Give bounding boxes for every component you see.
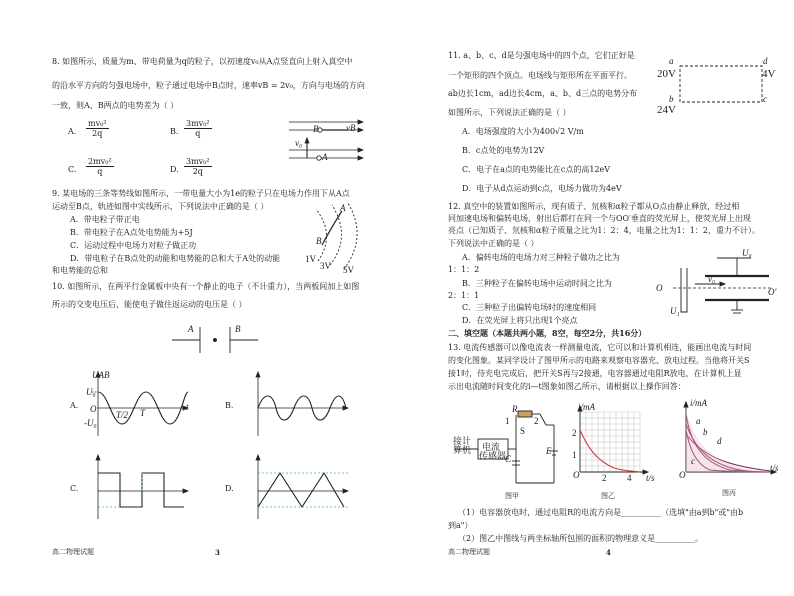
right-footer-page: 4	[606, 548, 611, 557]
q13-sub2: （2）图乙中图线与两坐标轴所包围的面积的物理意义是__________。	[458, 534, 704, 543]
q13-graph-bing-origin: O	[679, 470, 686, 480]
q8-option-b: $\frac{\text{3mv₀²}}{q}$	[186, 119, 210, 138]
q10-graph-ylabel: UAB	[92, 370, 110, 380]
q12-option-b-cont: 2：1：1	[448, 291, 480, 300]
q11-fig-d: d	[763, 56, 768, 66]
q9-option-c: C．运动过程中电场力对粒子做正功	[70, 241, 197, 250]
q10-plates-figure	[170, 325, 260, 355]
q13-graph-yi-xlabel: t/s	[646, 473, 655, 483]
q13-fig-2: 2	[534, 416, 539, 426]
q13-fig-sensor-2: 传感器	[479, 451, 507, 461]
q10-line1: 10. 如图所示，在两平行金属板中央有一个静止的电子（不计重力），当两板间加上如图	[52, 282, 360, 291]
q13-graph-bing-b: b	[703, 427, 708, 437]
q12-fig-o: O	[656, 283, 663, 293]
q8-option-d: $\frac{\text{3mv₀²}}{2q}$	[186, 157, 210, 176]
q13-line2: 的变化图象。某同学设计了图甲所示的电路来观察电容器充、放电过程。当他将开关S	[448, 356, 750, 365]
q11-option-b: B．c点处的电势为12V	[462, 146, 545, 155]
q13-fig-e: E	[546, 446, 552, 456]
q8-line2: 的沿水平方向的匀强电场中，粒子通过电场中B点时，速率vB = 2v₀，方向与电场的方向	[52, 81, 365, 90]
q13-graph-bing-ylabel: i/mA	[690, 398, 707, 408]
q12-option-c: C．三种粒子出偏转电场时的速度相同	[462, 303, 597, 312]
q11-line2: 一个矩形的四个顶点。电场线与矩形所在平面平行。	[448, 71, 632, 80]
q12-fig-v0: v₀	[708, 274, 716, 284]
q13-graph-bing	[680, 400, 780, 480]
q8-option-d-label: D.	[170, 165, 179, 174]
q11-fig-b: b	[669, 94, 674, 104]
q12-line2: 同加速电场和偏转电场，射出后都打在同一个与OO′垂直的荧光屏上，使荧光屏上出现	[448, 214, 751, 223]
q10-graph-t-half: T/2	[116, 410, 129, 420]
q8-fig-a: A	[322, 152, 328, 162]
q8-option-c-label: C.	[68, 165, 77, 174]
q9-line2: 运动至B点，轨迹如图中实线所示，下列说法中正确的是（ ）	[52, 202, 269, 211]
q13-fig-s: S	[520, 426, 526, 436]
q10-graph-t-axis: t	[186, 402, 189, 412]
q11-line4: 如图所示，下列说法正确的是（ ）	[448, 108, 571, 117]
q13-graph-yi-x4: 4	[627, 473, 632, 483]
q13-graph-yi-y1: 1	[572, 450, 577, 460]
q11-option-c: C．电子在a点的电势能比在c点的高12eV	[462, 165, 611, 174]
left-footer-page: 3	[215, 548, 220, 557]
q11-line3: ab边长1cm，ad边长4cm，a、b、d三点的电势分布	[448, 89, 638, 98]
q13-line4: 示出电流随时间变化的i—t图象如图乙所示，请根据以上操作回答：	[448, 382, 686, 391]
q11-fig-4v: 4V	[762, 68, 776, 80]
q13-caption-yi: 图乙	[601, 492, 615, 500]
q8-line3: 一致，则A、B两点的电势差为（ ）	[52, 101, 179, 110]
left-footer-subject: 高二物理试题	[52, 548, 94, 556]
section-fill-in-title: 二、填空题（本题共两小题，8空，每空2分，共16分）	[448, 328, 647, 338]
q8-line1: 8. 如图所示，质量为m、带电荷量为q的粒子，以初速度v₀从A点竖直向上射入真空中	[52, 57, 353, 66]
q9-option-a: A．带电粒子带正电	[70, 215, 140, 224]
q13-graph-yi-y2: 2	[572, 428, 577, 438]
q13-graph-bing-c: c	[691, 456, 695, 466]
q13-line3: 接1时，待充电完成后，把开关S再与2接通，电容器通过电阻R放电，在计算机上显	[448, 369, 742, 378]
q13-graph-yi-x2: 2	[602, 473, 607, 483]
q10-graph-neg-u0: -U₀	[84, 418, 97, 428]
q13-fig-sensor-1: 电流	[482, 442, 501, 452]
q11-fig-c: c	[763, 94, 767, 104]
q13-graph-yi-ylabel: i/mA	[578, 402, 595, 412]
q9-line1: 9. 某电场的三条等势线如图所示，一带电量大小为1e的粒子只在电场力作用下从A点	[52, 189, 350, 198]
q13-fig-1: 1	[505, 416, 510, 426]
q13-sub1-cont: 到a"）	[448, 521, 473, 530]
q9-fig-b: B	[316, 236, 322, 246]
q13-graph-yi	[574, 404, 654, 484]
q9-option-d: D．带电粒子在B点处的动能和电势能的总和大于A处的动能	[70, 254, 281, 263]
q10-graph-origin: O	[90, 404, 97, 414]
q11-fig-24v: 24V	[657, 104, 676, 116]
q8-option-a: $\frac{\text{mv₀²}}{2q}$	[88, 119, 107, 138]
q9-fig-a: A	[340, 203, 346, 213]
q8-fig-v0: v₀	[295, 138, 303, 148]
q10-option-d: D.	[225, 484, 234, 493]
q13-fig-c: C	[505, 454, 512, 464]
q13-graph-bing-xlabel: t/s	[770, 463, 779, 473]
q12-option-d: D．在荧光屏上将只出现1个亮点	[462, 316, 578, 325]
q9-option-b: B．带电粒子在A点处电势能为+5J	[70, 228, 193, 237]
q12-fig-o-prime: O′	[768, 287, 777, 297]
right-footer-subject: 高二物理试题	[448, 548, 490, 556]
q12-apparatus-figure	[665, 250, 775, 320]
q12-option-a: A．偏转电场的电场力对三种粒子做功之比为	[462, 253, 620, 262]
q10-option-c: C.	[70, 484, 79, 493]
q13-fig-r: R	[512, 404, 518, 414]
q8-fig-b: B	[313, 124, 319, 134]
q11-fig-20v: 20V	[657, 68, 676, 80]
q12-fig-u0: U₀	[742, 248, 752, 258]
q10-graph-d	[248, 455, 358, 525]
q10-graph-b	[248, 372, 358, 442]
q10-graph-t-period: T	[140, 408, 146, 418]
q12-line1: 12. 真空中的装置如图所示，现有质子、氘核和α粒子都从O点由静止释放，经过相	[448, 202, 740, 211]
q12-option-b: B．三种粒子在偏转电场中运动时间之比为	[462, 279, 612, 288]
q11-fig-a: a	[669, 56, 674, 66]
q12-line3: 亮点（已知质子、氘核和α粒子质量之比为1：2：4，电量之比为1：1：2，重力不计）。	[448, 226, 760, 235]
q10-line2: 所示的交变电压后，能使电子做往返运动的电压是（ ）	[52, 300, 247, 309]
q12-option-a-cont: 1：1：2	[448, 265, 480, 274]
q8-option-b-label: B.	[170, 127, 179, 136]
q10-option-b: B.	[225, 401, 234, 410]
q11-line1: 11. a、b、c、d是匀强电场中的四个点，它们正好是	[448, 51, 635, 60]
q9-fig-1v: 1V	[305, 254, 316, 264]
q13-graph-bing-a: a	[696, 416, 701, 426]
q8-option-c: $\frac{\text{2mv₀²}}{q}$	[88, 157, 112, 176]
q10-graph-a	[88, 372, 198, 442]
q13-fig-computer-1: 接计	[453, 436, 472, 446]
q13-caption-jia: 图甲	[505, 492, 519, 500]
q13-line1: 13. 电流传感器可以像电流表一样测量电流，它可以和计算机相连，能画出电流与时间	[448, 343, 752, 352]
q9-fig-3v: 3V	[320, 261, 331, 271]
q12-line4: 下列说法中正确的是（ ）	[448, 239, 539, 248]
q12-fig-u1: U₁	[670, 306, 680, 316]
q13-caption-bing: 图丙	[722, 489, 736, 497]
q13-graph-bing-d: d	[717, 436, 722, 446]
q10-graph-u0: U₀	[86, 387, 96, 397]
q13-graph-yi-origin: O	[573, 470, 580, 480]
q8-fig-vb: vB	[346, 123, 356, 133]
q9-option-d-cont: 和电势能的总和	[52, 266, 108, 275]
q10-graph-c	[88, 455, 198, 525]
q9-fig-5v: 5V	[343, 265, 354, 275]
q11-option-d: D．电子从d点运动到c点，电场力做功为4eV	[462, 184, 622, 193]
q10-option-a: A.	[70, 401, 79, 410]
q10-plate-b: B	[235, 324, 241, 334]
q11-option-a: A．电场强度的大小为400√2 V/m	[462, 127, 584, 136]
q10-plate-a: A	[188, 324, 194, 334]
q13-fig-computer-2: 算机	[453, 445, 472, 455]
q13-sub1: （1）电容器放电时，通过电阻R的电流方向是__________（选填"由a到b"或"由b	[458, 508, 744, 517]
q11-rectangle-figure	[678, 64, 768, 104]
q8-option-a-label: A.	[68, 127, 77, 136]
